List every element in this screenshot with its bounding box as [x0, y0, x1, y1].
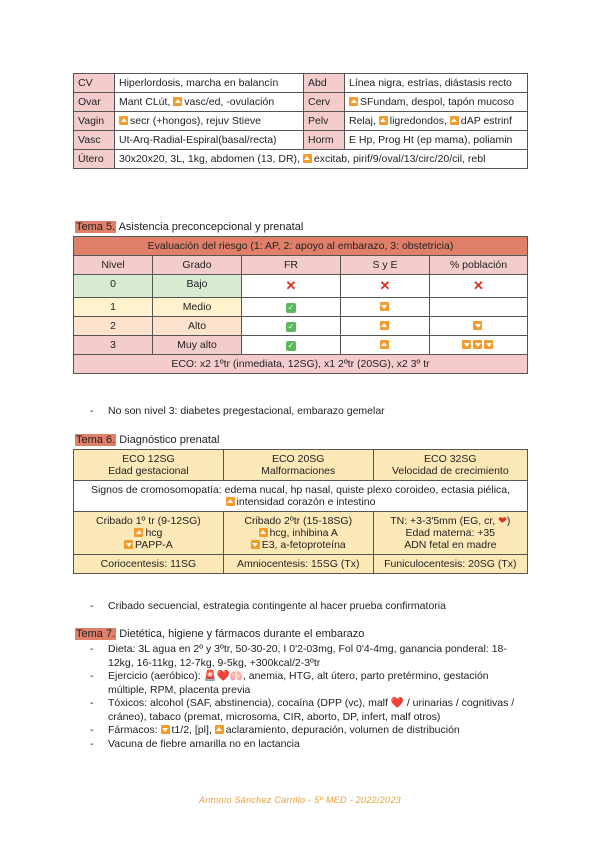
arrow-down-icon: [380, 302, 389, 311]
arrow-down-icon: [473, 321, 482, 330]
coriocentesis: Coriocentesis: 11SG: [74, 555, 224, 574]
arrow-down-icon: [251, 540, 260, 549]
prenatal-table: [73, 449, 528, 574]
list-item: - No son nivel 3: diabetes pregestacional, embarazo gemelar: [90, 405, 385, 417]
arrow-down-icon: [473, 340, 482, 349]
list-item: - Dieta: 3L agua en 2º y 3ºtr, 50-30-20, I 0'2-03mg, Fol 0'4-4mg, ganancia ponderal: 18-12kg, 16-11kg, 12-7kg, 9-5kg, +300kcal/2-3ºtr: [90, 643, 530, 670]
cell-key: Vagin: [74, 112, 115, 131]
cell-key: Útero: [74, 150, 115, 169]
cell-key: Horm: [304, 131, 345, 150]
table-row: 1 Medio ✓: [74, 298, 528, 317]
cross-icon: ✕: [473, 278, 484, 293]
cell-key: Abd: [304, 74, 345, 93]
arrow-up-icon: [450, 116, 459, 125]
col-header: S y E: [341, 256, 430, 275]
cell-key: Pelv: [304, 112, 345, 131]
risk-header: Evaluación del riesgo (1: AP, 2: apoyo al embarazo, 3: obstetricia): [74, 237, 528, 256]
heart-icon: ❤: [498, 515, 507, 527]
arrow-up-icon: [226, 497, 235, 506]
cell-key: Vasc: [74, 131, 115, 150]
cross-icon: ✕: [379, 278, 391, 293]
risk-table: [73, 236, 528, 374]
eco-20: ECO 20SG Malformaciones: [223, 450, 373, 481]
list-item: - Fármacos: t1/2, [pl], aclaramiento, depuración, volumen de distribución: [90, 724, 530, 738]
cell-value: Ut-Arq-Radial-Espiral(basal/recta): [115, 131, 304, 150]
arrow-up-icon: [173, 97, 182, 106]
tema5-notes: [90, 405, 385, 417]
cell-key: Ovar: [74, 93, 115, 112]
arrow-up-icon: [303, 154, 312, 163]
list-item: - Ejercicio (aeróbico): 🚨❤️🫁, anemia, HTG, alt útero, parto pretérmino, gestación múltiple, RPM, placenta previa: [90, 670, 530, 697]
check-icon: ✓: [287, 341, 295, 350]
table-row: 0 Bajo ✕ ✕ ✕: [74, 275, 528, 298]
eco-32: ECO 32SG Velocidad de crecimiento: [373, 450, 527, 481]
cell-value: secr (+hongos), rejuv Stieve: [115, 112, 304, 131]
col-header: FR: [242, 256, 341, 275]
arrow-down-icon: [484, 340, 493, 349]
signos-cromosomopatia: Signos de cromosomopatía: edema nucal, hp nasal, quiste plexo coroideo, ectasia piélica, intensidad corazón e intestino: [74, 481, 528, 512]
cell-value: SFundam, despol, tapón mucoso: [345, 93, 528, 112]
col-header: Nivel: [74, 256, 153, 275]
list-item: - Cribado secuencial, estrategia contingente al hacer prueba confirmatoria: [90, 600, 446, 612]
cell-value: Relaj, ligredondos, dAP estrinf: [345, 112, 528, 131]
cell-value: Línea nigra, estrías, diástasis recto: [345, 74, 528, 93]
cribado-1: Cribado 1º tr (9-12SG) hcg PAPP-A: [74, 512, 224, 555]
anatomy-table: [73, 73, 528, 169]
table-row: 3 Muy alto ✓: [74, 336, 528, 355]
arrow-up-icon: [349, 97, 358, 106]
list-item: - Vacuna de fiebre amarilla no en lactancia: [90, 738, 530, 752]
tema6-notes: [90, 600, 446, 612]
arrow-down-icon: [462, 340, 471, 349]
col-header: % población: [430, 256, 528, 275]
eco-summary: ECO: x2 1ºtr (inmediata, 12SG), x1 2ºtr (20SG), x2 3º tr: [74, 355, 528, 374]
arrow-up-icon: [380, 321, 389, 330]
arrow-up-icon: [215, 725, 224, 734]
cell-value: Hiperlordosis, marcha en balancín: [115, 74, 304, 93]
footer: Antonio Sánchez Carrillo - 5º MED - 2022/2023: [199, 795, 401, 805]
cell-value: E Hp, Prog Ht (ep mama), poliamin: [345, 131, 528, 150]
tema6-heading: Tema 6. Diagnóstico prenatal: [76, 434, 220, 446]
arrow-up-icon: [380, 340, 389, 349]
cell-key: CV: [74, 74, 115, 93]
list-item: - Tóxicos: alcohol (SAF, abstinencia), cocaína (DPP (vc), malf ❤️ / urinarias / cognitivas / cráneo), tabaco (premat, microsoma, CIR, aborto, DP, infert, malf otros): [90, 697, 530, 724]
arrow-up-icon: [379, 116, 388, 125]
arrow-up-icon: [134, 528, 143, 537]
tema7-list: [90, 643, 530, 751]
cell-value: 30x20x20, 3L, 1kg, abdomen (13, DR), excitab, pirif/9/oval/13/circ/20/cil, rebl: [115, 150, 528, 169]
tn-info: TN: +3-3'5mm (EG, cr, ❤) Edad materna: +35 ADN fetal en madre: [373, 512, 527, 555]
arrow-up-icon: [119, 116, 128, 125]
cribado-2: Cribado 2ºtr (15-18SG) hcg, inhibina A E3, a-fetoproteína: [223, 512, 373, 555]
eco-12: ECO 12SG Edad gestacional: [74, 450, 224, 481]
arrow-down-icon: [124, 540, 133, 549]
table-row: 2 Alto ✓: [74, 317, 528, 336]
tema5-heading: Tema 5. Asistencia preconcepcional y prenatal: [76, 221, 304, 233]
arrow-down-icon: [161, 725, 170, 734]
cross-icon: ✕: [285, 278, 297, 293]
tema7-heading: Tema 7. Dietética, higiene y fármacos durante el embarazo: [76, 628, 365, 640]
arrow-up-icon: [259, 528, 268, 537]
funiculocentesis: Funiculocentesis: 20SG (Tx): [373, 555, 527, 574]
amniocentesis: Amniocentesis: 15SG (Tx): [223, 555, 373, 574]
cell-value: Mant CLút, vasc/ed, -ovulación: [115, 93, 304, 112]
check-icon: ✓: [287, 303, 295, 312]
cell-key: Cerv: [304, 93, 345, 112]
col-header: Grado: [153, 256, 242, 275]
check-icon: ✓: [287, 322, 295, 331]
